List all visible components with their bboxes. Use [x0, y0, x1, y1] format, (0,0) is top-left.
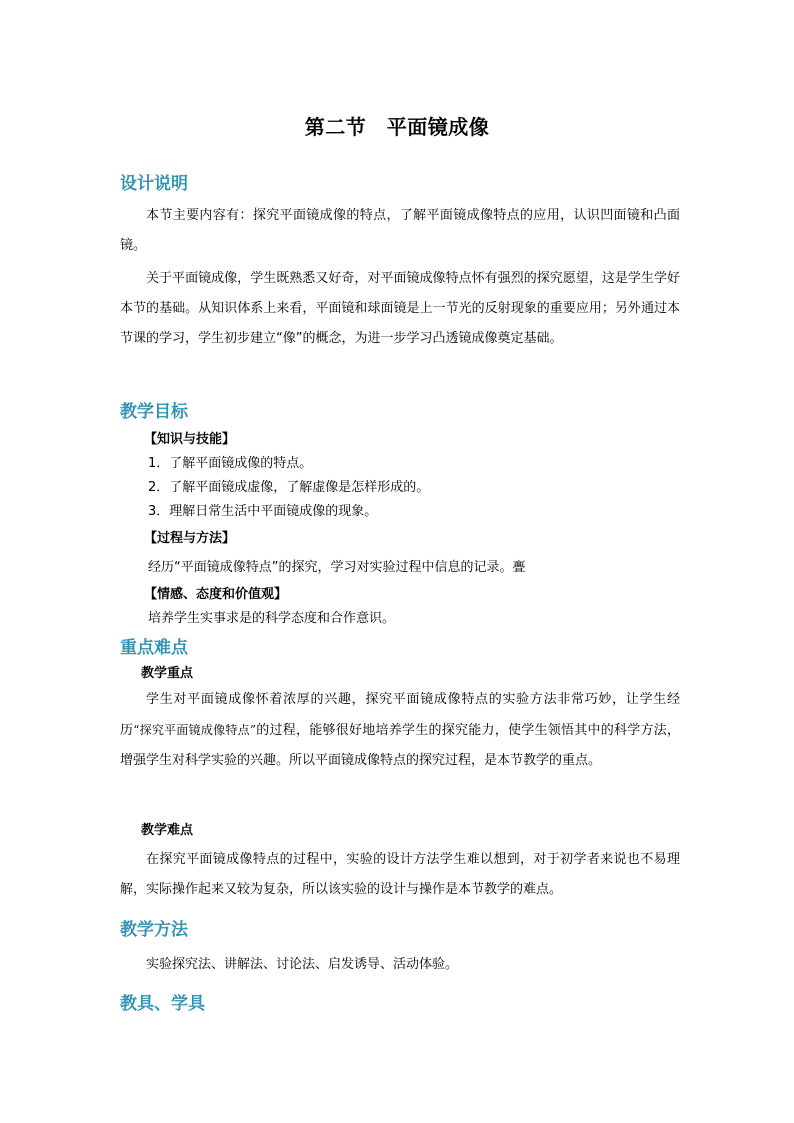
emotion-text: 培养学生实事求是的科学态度和合作意识。: [148, 611, 396, 626]
focus-paragraph: [120, 685, 680, 776]
heading-key-points: 重点难点: [120, 638, 188, 658]
emotion-label: 【情感、态度和价值观】: [144, 587, 288, 602]
focus-label: 教学重点: [141, 666, 194, 681]
heading-methods: 教学方法: [120, 920, 188, 940]
design-paragraph-2: 关于平面镜成像，学生既熟悉又好奇，对平面镜成像特点怀有强烈的探究愿望，这是学生学好本节的基础。从知识体系上来看，平面镜和球面镜是上一节光的反射现象的重要应用；另外通过本节课的学习，学生初步建立“像”的概念，为进一步学习凸透镜成像奠定基础。: [120, 271, 680, 346]
knowledge-item-3: 3．理解日常生活中平面镜成像的现象。: [148, 504, 378, 519]
focus-text-b: 的过程，能够很好地培养学生的探究能力，使学生领悟其中的科学方法，增强学生对科学实验的兴趣。所以平面镜成像特点的探究过程，是本节教学的重点。: [120, 723, 680, 768]
heading-design: 设计说明: [120, 174, 188, 194]
design-paragraph-1: 本节主要内容有：探究平面镜成像的特点，了解平面镜成像特点的应用，认识凹面镜和凸面镜。: [120, 208, 680, 253]
process-text: 经历“平面镜成像特点”的探究，学习对实验过程中信息的记录。亹: [148, 560, 526, 575]
heading-objectives: 教学目标: [120, 402, 188, 422]
page-title: 第二节 平面镜成像: [304, 115, 490, 139]
heading-tools: 教具、学具: [120, 994, 205, 1014]
difficulty-label: 教学难点: [141, 823, 194, 838]
knowledge-item-2: 2．了解平面镜成虚像，了解虚像是怎样形成的。: [148, 480, 430, 495]
difficulty-paragraph: 在探究平面镜成像特点的过程中，实验的设计方法学生难以想到，对于初学者来说也不易理解，实际操作起来又较为复杂，所以该实验的设计与操作是本节教学的难点。: [120, 852, 680, 897]
process-label: 【过程与方法】: [144, 531, 236, 546]
knowledge-label: 【知识与技能】: [144, 432, 236, 447]
focus-text-a: 学生对平面镜成像怀着浓厚的兴趣，探究平面镜成像特点的实验方法非常巧妙，让学生经历: [120, 692, 680, 738]
methods-text: 实验探究法、讲解法、讨论法、启发诱导、活动体验。: [146, 957, 459, 972]
knowledge-item-1: 1．了解平面镜成像的特点。: [148, 456, 313, 471]
focus-quote: “探究平面镜成像特点”: [133, 723, 257, 737]
